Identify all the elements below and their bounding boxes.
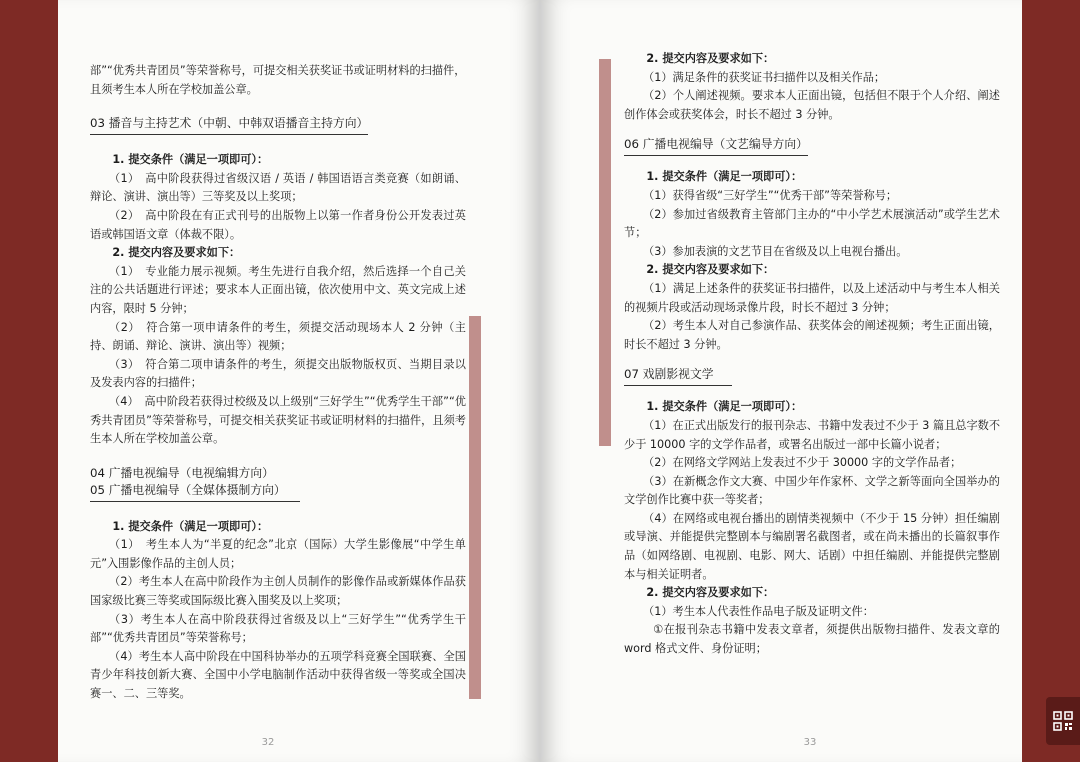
section-heading-07: 07 戏剧影视文学 <box>624 366 732 386</box>
section-heading-05: 05 广播电视编导（全媒体摄制方向） <box>90 482 286 497</box>
condition-item: （1） 考生本人为“半夏的纪念”北京（国际）大学生影像展“中学生单元”入围影像作品的主创人员； <box>90 538 466 570</box>
page-number-left: 32 <box>261 737 275 748</box>
requirement-item: （2）个人阐述视频。要求本人正面出镜，包括但不限于个人介绍、阐述创作体会或获奖体会，时长不超过 3 分钟。 <box>624 89 1000 121</box>
condition-item: （1） 高中阶段获得过省级汉语 / 英语 / 韩国语语言类竞赛（如朗诵、辩论、演讲、演出等）三等奖及以上奖项； <box>90 171 466 204</box>
right-page <box>540 0 1022 762</box>
right-page-content <box>624 50 1000 659</box>
requirement-item: （1） 专业能力展示视频。考生先进行自我介绍，然后选择一个自己关注的公共话题进行评述；要求本人正面出镜，依次使用中文、英文完成上述内容，限时 5 分钟； <box>90 264 466 315</box>
requirement-item: （2）考生本人对自己参演作品、获奖体会的阐述视频；考生正面出镜，时长不超过 3 分钟。 <box>624 319 1000 351</box>
left-page <box>58 0 540 762</box>
condition-item: （3）考生本人在高中阶段获得过省级及以上“三好学生”“优秀学生干部”“优秀共青团员”等荣誉称号； <box>90 612 466 645</box>
requirement-title: 2. 提交内容及要求如下： <box>646 52 775 65</box>
requirement-item: （4） 高中阶段若获得过校级及以上级别“三好学生”“优秀学生干部”“优秀共青团员”等荣誉称号，可提交相关获奖证书或证明材料的扫描件，且须考生本人所在学校加盖公章。 <box>90 394 466 446</box>
condition-item: （2）考生本人在高中阶段作为主创人员制作的影像作品或新媒体作品获国家级比赛三等奖或国际级比赛入围奖及以上奖项； <box>90 575 466 608</box>
page-number-right: 33 <box>803 737 817 748</box>
qr-code-button[interactable] <box>1046 697 1080 745</box>
condition-item: （3）在新概念作文大赛、中国少年作家杯、文学之新等面向全国举办的文学创作比赛中获一等奖者； <box>624 474 1000 507</box>
condition-item: （2） 高中阶段在有正式刊号的出版物上以第一作者身份公开发表过英语或韩国语文章（体裁不限）。 <box>90 208 466 241</box>
requirement-item: （3） 符合第二项申请条件的考生，须提交出版物版权页、当期目录以及发表内容的扫描件； <box>90 357 466 390</box>
requirement-item: （2） 符合第一项申请条件的考生，须提交活动现场本人 2 分钟（主持、朗诵、辩论、演讲、演出等）视频； <box>90 320 466 353</box>
requirement-subitem: ①在报刊杂志书籍中发表文章者，须提供出版物扫描件、发表文章的 word 格式文件、身份证明； <box>624 623 1000 656</box>
section-heading-06: 06 广播电视编导（文艺编导方向） <box>624 136 808 156</box>
requirement-title: 2. 提交内容及要求如下： <box>112 246 241 260</box>
condition-title: 1. 提交条件（满足一项即可）： <box>112 153 269 167</box>
condition-item: （2）参加过省级教育主管部门主办的“中小学艺术展演活动”或学生艺术节； <box>624 207 1000 240</box>
requirement-title: 2. 提交内容及要求如下： <box>646 586 775 600</box>
intro-line: 部”“优秀共青团员”等荣誉称号，可提交相关获奖证书或证明材料的扫描件， <box>90 64 466 77</box>
intro-line: 且须考生本人所在学校加盖公章。 <box>90 82 258 96</box>
requirement-item: （1）满足条件的获奖证书扫描件以及相关作品； <box>643 70 886 84</box>
condition-item: （4）在网络或电视台播出的剧情类视频中（不少于 15 分钟）担任编剧或导演、并能提供完整剧本与编剧署名截图者，或在尚未播出的长篇叙事作品（如网络剧、电视剧、电影、网大、话剧）中担任编剧、并能提供完整剧本与相关证明者。 <box>624 511 1000 581</box>
section-heading-03: 03 播音与主持艺术（中朝、中韩双语播音主持方向） <box>90 115 368 135</box>
condition-item: （2）在网络文学网站上发表过不少于 30000 字的文学作品者； <box>643 456 962 470</box>
right-accent-bar <box>599 59 611 446</box>
condition-item: （3）参加表演的文艺节目在省级及以上电视台播出。 <box>643 244 908 258</box>
requirement-item: （1）满足上述条件的获奖证书扫描件，以及上述活动中与考生本人相关的视频片段或活动现场录像片段，时长不超过 3 分钟； <box>624 281 1000 314</box>
condition-item: （1）在正式出版发行的报刊杂志、书籍中发表过不少于 3 篇且总字数不少于 10000 字的文学作品者，或署名出版过一部中长篇小说者； <box>624 418 1001 451</box>
left-page-content <box>90 62 466 704</box>
section-heading-04: 04 广播电视编导（电视编辑方向） <box>90 465 274 480</box>
requirement-item: （1）考生本人代表性作品电子版及证明文件： <box>643 604 874 618</box>
requirement-title: 2. 提交内容及要求如下： <box>646 263 775 277</box>
condition-title: 1. 提交条件（满足一项即可）： <box>646 170 803 184</box>
qr-code-icon <box>1053 711 1073 731</box>
left-accent-bar <box>469 316 481 699</box>
condition-title: 1. 提交条件（满足一项即可）： <box>112 519 269 533</box>
condition-title: 1. 提交条件（满足一项即可）： <box>646 400 803 414</box>
condition-item: （1）获得省级“三好学生”“优秀干部”等荣誉称号； <box>643 188 898 202</box>
section-heading-04-05 <box>90 465 300 502</box>
condition-item: （4）考生本人高中阶段在中国科协举办的五项学科竞赛全国联赛、全国青少年科技创新大赛、全国中小学电脑制作活动中获得省级一等奖或全国决赛一、二、三等奖。 <box>90 649 466 701</box>
